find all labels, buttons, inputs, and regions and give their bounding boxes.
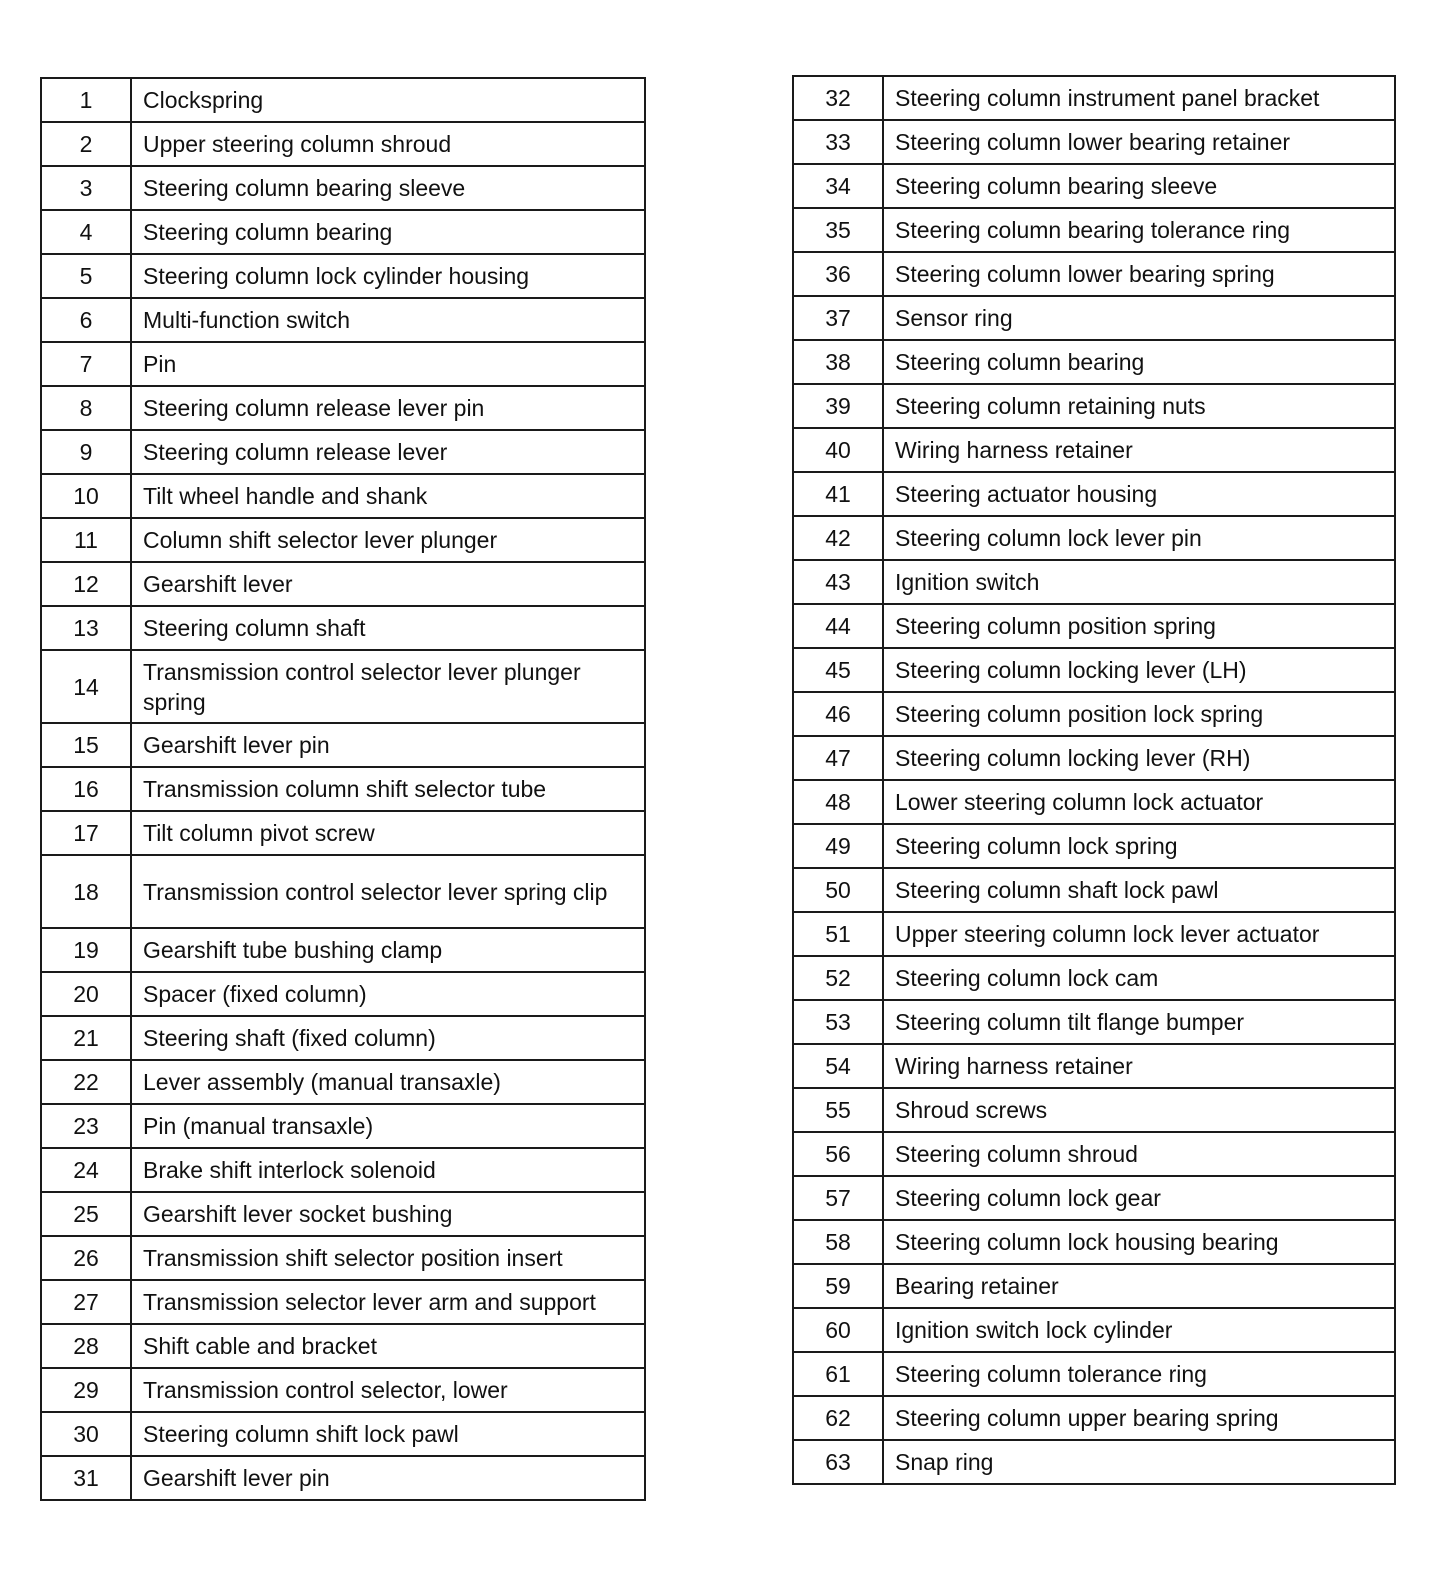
table-row — [41, 386, 645, 430]
part-number: 13 — [41, 606, 131, 650]
part-description: Ignition switch lock cylinder — [883, 1308, 1395, 1352]
part-number: 24 — [41, 1148, 131, 1192]
part-description: Steering column lower bearing spring — [883, 252, 1395, 296]
part-description: Steering column position lock spring — [883, 692, 1395, 736]
table-row — [41, 972, 645, 1016]
part-description: Steering column lock housing bearing — [883, 1220, 1395, 1264]
part-number: 29 — [41, 1368, 131, 1412]
part-description: Upper steering column shroud — [131, 122, 645, 166]
parts-table-left-body — [41, 78, 645, 1500]
part-description: Steering column bearing tolerance ring — [883, 208, 1395, 252]
table-row — [793, 1044, 1395, 1088]
part-description: Steering column lock lever pin — [883, 516, 1395, 560]
part-number: 48 — [793, 780, 883, 824]
table-row — [793, 1220, 1395, 1264]
part-number: 41 — [793, 472, 883, 516]
table-row — [41, 1368, 645, 1412]
part-number: 51 — [793, 912, 883, 956]
part-description: Spacer (fixed column) — [131, 972, 645, 1016]
table-row — [793, 648, 1395, 692]
part-number: 10 — [41, 474, 131, 518]
part-number: 55 — [793, 1088, 883, 1132]
table-row — [41, 1324, 645, 1368]
part-number: 3 — [41, 166, 131, 210]
table-row — [41, 1060, 645, 1104]
part-number: 19 — [41, 928, 131, 972]
part-number: 2 — [41, 122, 131, 166]
part-description: Transmission control selector lever spring clip — [131, 855, 645, 928]
part-number: 36 — [793, 252, 883, 296]
part-number: 54 — [793, 1044, 883, 1088]
part-description: Bearing retainer — [883, 1264, 1395, 1308]
table-row — [41, 342, 645, 386]
table-row — [793, 824, 1395, 868]
part-description: Shift cable and bracket — [131, 1324, 645, 1368]
part-description: Pin (manual transaxle) — [131, 1104, 645, 1148]
part-description: Steering column lock cam — [883, 956, 1395, 1000]
part-number: 62 — [793, 1396, 883, 1440]
table-row — [793, 1088, 1395, 1132]
parts-table-right-body — [793, 76, 1395, 1484]
part-description: Steering column lock cylinder housing — [131, 254, 645, 298]
part-number: 27 — [41, 1280, 131, 1324]
table-row — [793, 1396, 1395, 1440]
part-number: 6 — [41, 298, 131, 342]
part-number: 39 — [793, 384, 883, 428]
part-number: 58 — [793, 1220, 883, 1264]
part-number: 12 — [41, 562, 131, 606]
part-number: 59 — [793, 1264, 883, 1308]
part-description: Clockspring — [131, 78, 645, 122]
table-row — [41, 650, 645, 723]
part-number: 16 — [41, 767, 131, 811]
table-row — [41, 518, 645, 562]
table-row — [793, 76, 1395, 120]
part-number: 52 — [793, 956, 883, 1000]
table-row — [41, 166, 645, 210]
table-row — [41, 1016, 645, 1060]
table-row — [41, 298, 645, 342]
part-description: Steering column lower bearing retainer — [883, 120, 1395, 164]
table-row — [41, 254, 645, 298]
table-row — [41, 928, 645, 972]
part-number: 7 — [41, 342, 131, 386]
table-row — [793, 1000, 1395, 1044]
part-description: Tilt column pivot screw — [131, 811, 645, 855]
part-description: Steering column position spring — [883, 604, 1395, 648]
table-row — [793, 912, 1395, 956]
part-number: 5 — [41, 254, 131, 298]
part-description: Gearshift lever pin — [131, 723, 645, 767]
table-row — [793, 868, 1395, 912]
table-row — [41, 122, 645, 166]
table-row — [41, 1104, 645, 1148]
table-row — [793, 692, 1395, 736]
part-number: 1 — [41, 78, 131, 122]
part-number: 50 — [793, 868, 883, 912]
part-description: Snap ring — [883, 1440, 1395, 1484]
part-number: 57 — [793, 1176, 883, 1220]
part-description: Steering actuator housing — [883, 472, 1395, 516]
part-number: 43 — [793, 560, 883, 604]
part-description: Transmission control selector lever plunger spring — [131, 650, 645, 723]
parts-table-right — [792, 75, 1396, 1485]
part-description: Transmission column shift selector tube — [131, 767, 645, 811]
part-description: Steering column locking lever (RH) — [883, 736, 1395, 780]
part-number: 44 — [793, 604, 883, 648]
part-number: 25 — [41, 1192, 131, 1236]
table-row — [793, 472, 1395, 516]
part-description: Steering column bearing — [883, 340, 1395, 384]
part-number: 30 — [41, 1412, 131, 1456]
table-row — [41, 474, 645, 518]
part-description: Steering column tilt flange bumper — [883, 1000, 1395, 1044]
part-description: Steering column retaining nuts — [883, 384, 1395, 428]
part-description: Steering column tolerance ring — [883, 1352, 1395, 1396]
part-number: 22 — [41, 1060, 131, 1104]
table-row — [793, 1440, 1395, 1484]
part-description: Transmission control selector, lower — [131, 1368, 645, 1412]
table-row — [41, 562, 645, 606]
table-row — [793, 956, 1395, 1000]
table-row — [41, 430, 645, 474]
part-description: Steering column locking lever (LH) — [883, 648, 1395, 692]
table-row — [793, 780, 1395, 824]
table-row — [41, 811, 645, 855]
table-row — [793, 1132, 1395, 1176]
table-row — [41, 78, 645, 122]
table-row — [41, 1412, 645, 1456]
table-row — [793, 1176, 1395, 1220]
part-description: Tilt wheel handle and shank — [131, 474, 645, 518]
table-row — [793, 604, 1395, 648]
part-number: 17 — [41, 811, 131, 855]
part-description: Lower steering column lock actuator — [883, 780, 1395, 824]
part-description: Column shift selector lever plunger — [131, 518, 645, 562]
part-number: 11 — [41, 518, 131, 562]
part-number: 63 — [793, 1440, 883, 1484]
table-row — [793, 428, 1395, 472]
part-description: Shroud screws — [883, 1088, 1395, 1132]
part-number: 14 — [41, 650, 131, 723]
part-description: Pin — [131, 342, 645, 386]
part-number: 56 — [793, 1132, 883, 1176]
part-number: 21 — [41, 1016, 131, 1060]
part-number: 35 — [793, 208, 883, 252]
table-row — [793, 516, 1395, 560]
part-description: Gearshift lever — [131, 562, 645, 606]
table-row — [793, 164, 1395, 208]
part-number: 20 — [41, 972, 131, 1016]
part-number: 33 — [793, 120, 883, 164]
part-number: 31 — [41, 1456, 131, 1500]
part-number: 32 — [793, 76, 883, 120]
part-description: Steering column shaft — [131, 606, 645, 650]
part-number: 8 — [41, 386, 131, 430]
table-row — [41, 1148, 645, 1192]
part-description: Steering column shift lock pawl — [131, 1412, 645, 1456]
part-description: Transmission selector lever arm and support — [131, 1280, 645, 1324]
part-number: 47 — [793, 736, 883, 780]
part-number: 38 — [793, 340, 883, 384]
table-row — [793, 736, 1395, 780]
part-description: Wiring harness retainer — [883, 428, 1395, 472]
part-number: 42 — [793, 516, 883, 560]
table-row — [41, 1280, 645, 1324]
table-row — [793, 1308, 1395, 1352]
part-number: 34 — [793, 164, 883, 208]
table-row — [793, 384, 1395, 428]
table-row — [793, 560, 1395, 604]
part-description: Steering column shroud — [883, 1132, 1395, 1176]
table-row — [41, 210, 645, 254]
part-description: Sensor ring — [883, 296, 1395, 340]
part-description: Ignition switch — [883, 560, 1395, 604]
part-description: Steering column shaft lock pawl — [883, 868, 1395, 912]
table-row — [41, 1192, 645, 1236]
part-description: Gearshift tube bushing clamp — [131, 928, 645, 972]
table-row — [41, 767, 645, 811]
part-description: Multi-function switch — [131, 298, 645, 342]
part-number: 4 — [41, 210, 131, 254]
part-number: 18 — [41, 855, 131, 928]
part-number: 46 — [793, 692, 883, 736]
part-description: Steering column lock spring — [883, 824, 1395, 868]
table-row — [793, 1352, 1395, 1396]
part-number: 28 — [41, 1324, 131, 1368]
part-description: Steering column bearing sleeve — [131, 166, 645, 210]
part-number: 60 — [793, 1308, 883, 1352]
part-description: Transmission shift selector position insert — [131, 1236, 645, 1280]
part-number: 45 — [793, 648, 883, 692]
table-row — [41, 606, 645, 650]
table-row — [793, 296, 1395, 340]
table-row — [793, 340, 1395, 384]
part-description: Lever assembly (manual transaxle) — [131, 1060, 645, 1104]
table-row — [41, 723, 645, 767]
part-description: Brake shift interlock solenoid — [131, 1148, 645, 1192]
part-number: 9 — [41, 430, 131, 474]
part-number: 23 — [41, 1104, 131, 1148]
part-description: Steering column release lever — [131, 430, 645, 474]
table-row — [793, 208, 1395, 252]
part-description: Steering column bearing sleeve — [883, 164, 1395, 208]
part-number: 15 — [41, 723, 131, 767]
part-description: Steering column instrument panel bracket — [883, 76, 1395, 120]
part-description: Steering column lock gear — [883, 1176, 1395, 1220]
part-description: Steering column bearing — [131, 210, 645, 254]
part-description: Gearshift lever pin — [131, 1456, 645, 1500]
table-row — [41, 1236, 645, 1280]
parts-table-left — [40, 77, 646, 1501]
part-description: Steering shaft (fixed column) — [131, 1016, 645, 1060]
part-number: 53 — [793, 1000, 883, 1044]
part-number: 49 — [793, 824, 883, 868]
table-row — [793, 252, 1395, 296]
part-number: 37 — [793, 296, 883, 340]
part-description: Steering column release lever pin — [131, 386, 645, 430]
part-number: 61 — [793, 1352, 883, 1396]
part-description: Upper steering column lock lever actuator — [883, 912, 1395, 956]
table-row — [41, 855, 645, 928]
table-row — [793, 1264, 1395, 1308]
table-row — [41, 1456, 645, 1500]
part-description: Steering column upper bearing spring — [883, 1396, 1395, 1440]
part-number: 26 — [41, 1236, 131, 1280]
part-description: Gearshift lever socket bushing — [131, 1192, 645, 1236]
part-number: 40 — [793, 428, 883, 472]
part-description: Wiring harness retainer — [883, 1044, 1395, 1088]
table-row — [793, 120, 1395, 164]
